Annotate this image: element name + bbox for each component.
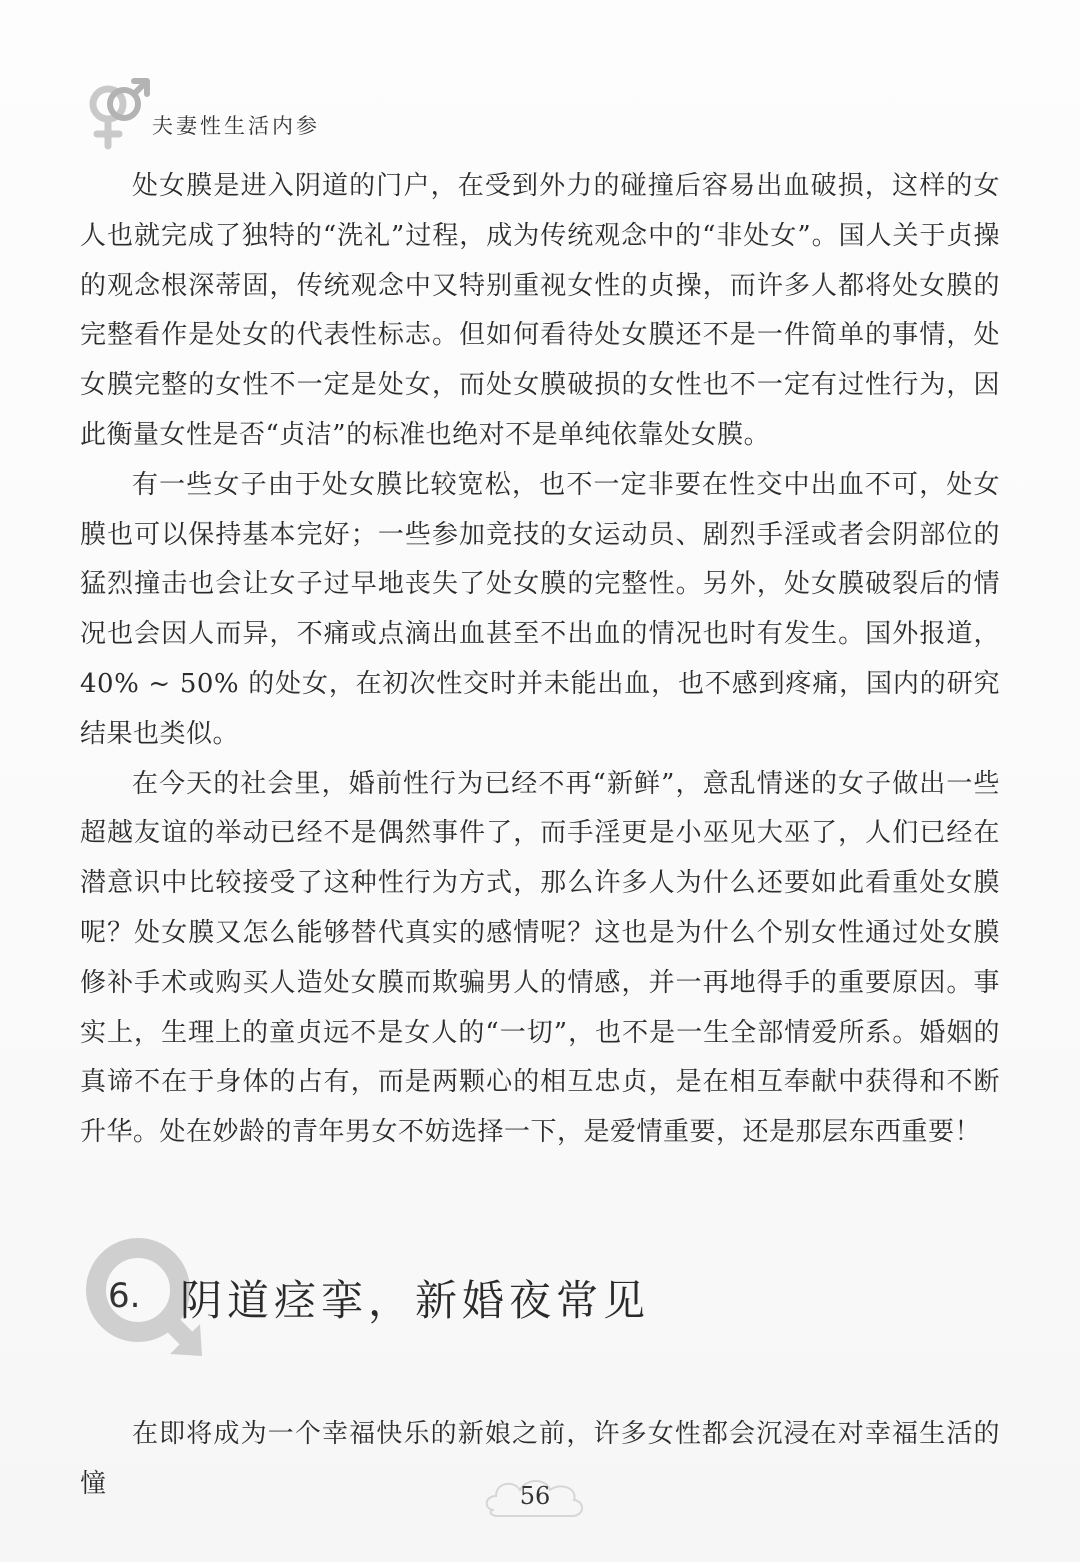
paragraph: 处女膜是进入阴道的门户，在受到外力的碰撞后容易出血破损，这样的女人也就完成了独特的“洗礼”过程，成为传统观念中的“非处女”。国人关于贞操的观念根深蒂固，传统观念中又特别重视女性的贞操，而许多人都将处女膜的完整看作是处女的代表性标志。但如何看待处女膜还不是一件简单的事情，处女膜完整的女性不一定是处女，而处女膜破损的女性也不一定有过性行为，因此衡量女性是否“贞洁”的标准也绝对不是单纯依靠处女膜。 [80, 171, 1000, 450]
section-heading [80, 1232, 780, 1372]
paragraph: 在即将成为一个幸福快乐的新娘之前，许多女性都会沉浸在对幸福生活的憧 [80, 1419, 1000, 1499]
running-title: 夫妻性生活内参 [152, 114, 320, 138]
main-text [80, 162, 1000, 1158]
gender-symbols-icon [84, 74, 154, 152]
page-number: 56 [519, 1482, 551, 1510]
section-number: 6. [108, 1276, 141, 1316]
section-title: 阴道痉挛，新婚夜常见 [180, 1276, 651, 1325]
running-header [84, 74, 484, 154]
page-number-badge [480, 1470, 590, 1526]
paragraph: 有一些女子由于处女膜比较宽松，也不一定非要在性交中出血不可，处女膜也可以保持基本完好；一些参加竞技的女运动员、剧烈手淫或者会阴部位的猛烈撞击也会让女子过早地丧失了处女膜的完整性。另外，处女膜破裂后的情况也会因人而异，不痛或点滴出血甚至不出血的情况也时有发生。国外报道，40% ~ 50% 的处女，在初次性交时并未能出血，也不感到疼痛，国内的研究结果也类似。 [80, 469, 1000, 749]
paragraph: 在今天的社会里，婚前性行为已经不再“新鲜”，意乱情迷的女子做出一些超越友谊的举动已经不是偶然事件了，而手淫更是小巫见大巫了，人们已经在潜意识中比较接受了这种性行为方式，那么许多人为什么还要如此看重处女膜呢？处女膜又怎么能够替代真实的感情呢？这也是为什么个别女性通过处女膜修补手术或购买人造处女膜而欺骗男人的情感，并一再地得手的重要原因。事实上，生理上的童贞远不是女人的“一切”，也不是一生全部情爱所系。婚姻的真谛不在于身体的占有，而是两颗心的相互忠贞，是在相互奉献中获得和不断升华。处在妙龄的青年男女不妨选择一下，是爱情重要，还是那层东西重要！ [80, 768, 1000, 1148]
